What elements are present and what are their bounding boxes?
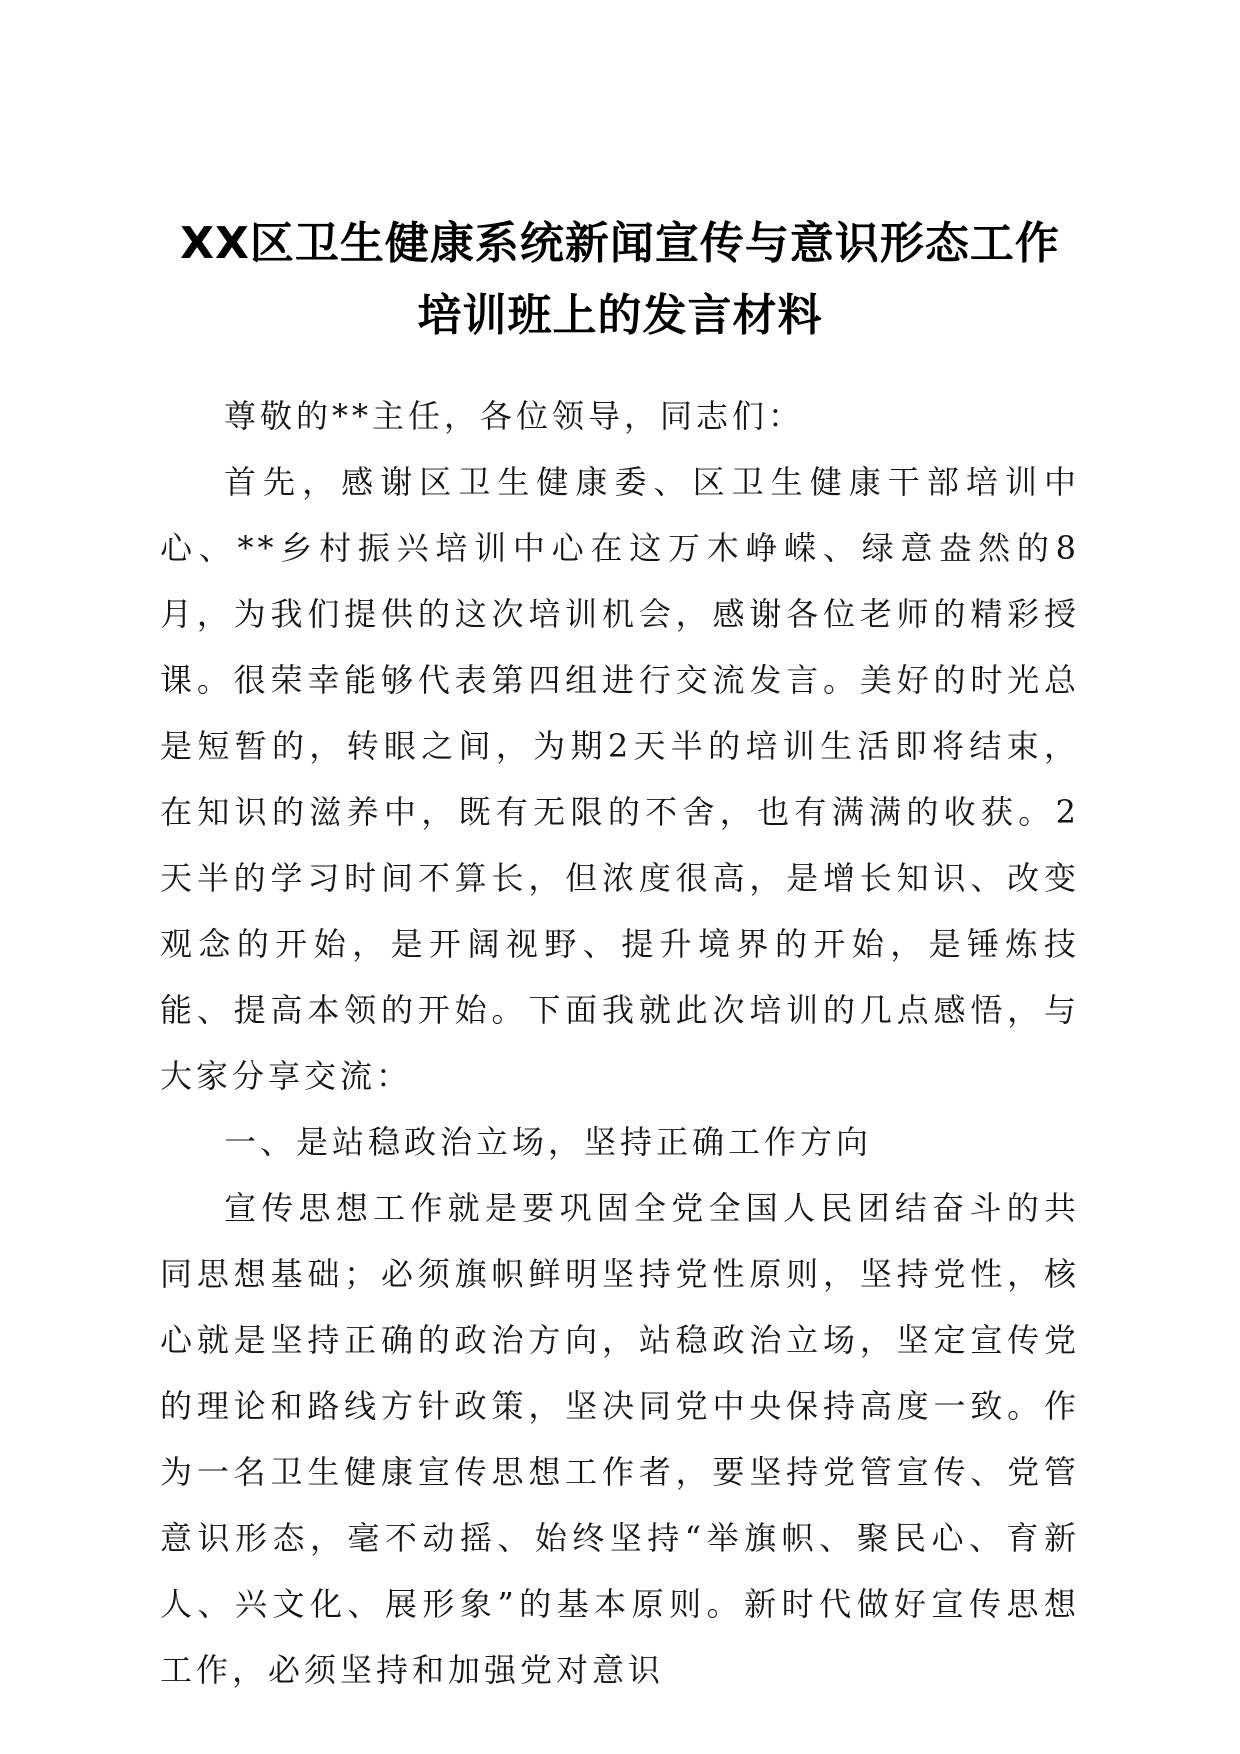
title-line-2: 培训班上的发言材料 <box>417 290 823 341</box>
document-title <box>140 208 1100 352</box>
section-heading-1: 一、是站稳政治立场，坚持正确工作方向 <box>224 1123 873 1161</box>
paragraph-section-1: 宣传思想工作就是要巩固全党全国人民团结奋斗的共同思想基础；必须旗帜鲜明坚持党性原则，坚持党性，核心就是坚持正确的政治方向，站稳政治立场，坚定宣传党的理论和路线方针政策，坚决同党中央保持高度一致。作为一名卫生健康宣传思想工作者，要坚持党管宣传、党管意识形态，毫不动摇、始终坚持“举旗帜、聚民心、育新人、兴文化、展形象”的基本原则。新时代做好宣传思想工作，必须坚持和加强党对意识 <box>160 1189 1080 1689</box>
salutation: 尊敬的**主任，各位领导，同志们： <box>224 397 805 435</box>
title-line-1: XX区卫生健康系统新闻宣传与意识形态工作 <box>180 218 1060 269</box>
paragraph-intro: 首先，感谢区卫生健康委、区卫生健康干部培训中心、**乡村振兴培训中心在这万木峥嵘、绿意盎然的8月，为我们提供的这次培训机会，感谢各位老师的精彩授课。很荣幸能够代表第四组进行交流发言。美好的时光总是短暂的，转眼之间，为期2天半的培训生活即将结束，在知识的滋养中，既有无限的不舍，也有满满的收获。2天半的学习时间不算长，但浓度很高，是增长知识、改变观念的开始，是开阔视野、提升境界的开始，是锤炼技能、提高本领的开始。下面我就此次培训的几点感悟，与大家分享交流： <box>160 463 1080 1095</box>
document-body <box>160 383 1080 1703</box>
